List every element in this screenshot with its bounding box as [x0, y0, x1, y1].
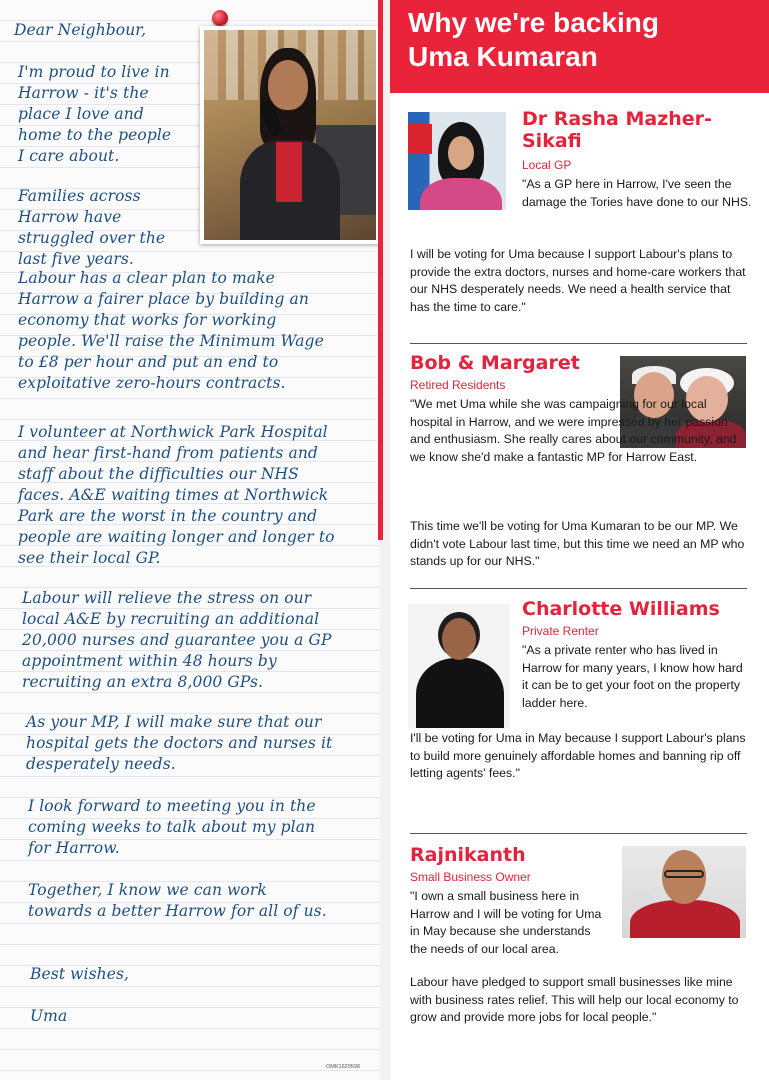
person-body-charlotte: I'll be voting for Uma in May because I support Labour's plans to build more genuinely affordable homes and banning rip off letting agents' fees." [410, 731, 746, 780]
person-name-rajnikanth: Rajnikanth [410, 844, 526, 866]
person-name-rasha: Dr Rasha Mazher- Sikafi [522, 108, 712, 152]
person-name-charlotte: Charlotte Williams [522, 598, 720, 620]
letter-paragraph-5: As your MP, I will make sure that our hospital gets the doctors and nurses it desperately needs. [26, 713, 333, 773]
letter-paragraph-6: I look forward to meeting you in the coming weeks to talk about my plan for Harrow. [28, 797, 316, 857]
letter-paragraph-2a: Families across Harrow have struggled over the last five years. [18, 187, 166, 268]
person-role-rasha: Local GP [522, 158, 572, 172]
person-role-bob-margaret: Retired Residents [410, 378, 506, 392]
letter-paragraph-7: Together, I know we can work towards a better Harrow for all of us. [28, 881, 327, 920]
section-divider [410, 588, 747, 589]
letter-signature: Uma [30, 1007, 68, 1025]
avatar-rasha [408, 112, 506, 210]
panel-title: Why we're backing Uma Kumaran [408, 7, 659, 72]
person-quote-rasha: "As a GP here in Harrow, I've seen the damage the Tories have done to our NHS. [522, 177, 752, 209]
person-quote-bob-margaret: "We met Uma while she was campaigning for our local hospital in Harrow, and we were impressed by her passion and enthusiasm. She really cares about our community, and we know she'd make a fantastic MP for Harrow East. [410, 397, 737, 464]
avatar-rajnikanth [622, 846, 746, 938]
person-body-rasha: I will be voting for Uma because I support Labour's plans to provide the extra doctors, nurses and home-care workers that our NHS desperately needs. We need a health service that has the time to care." [410, 247, 746, 314]
letter-greeting: Dear Neighbour, [14, 21, 147, 39]
letter-paragraph-3: I volunteer at Northwick Park Hospital and hear first-hand from patients and staff about the difficulties our NHS faces. A&E waiting times at Northwick Park are the worst in the country and people are waiting longer and longer to see their local GP. [18, 423, 335, 567]
testimonials-panel [390, 0, 769, 1080]
person-role-charlotte: Private Renter [522, 624, 599, 638]
section-divider [410, 833, 747, 834]
person-name-bob-margaret: Bob & Margaret [410, 352, 580, 374]
letter-paragraph-2b: Labour has a clear plan to make Harrow a fairer place by building an economy that works for working people. We'll raise the Minimum Wage to £8 per hour and put an end to exploitative zero-hours contracts. [18, 269, 324, 392]
letter-signoff: Best wishes, [30, 965, 130, 983]
letter-paragraph-4: Labour will relieve the stress on our local A&E by recruiting an additional 20,000 nurses and guarantee you a GP appointment within 48 hours by recruiting an extra 8,000 GPs. [22, 589, 332, 691]
red-divider [378, 0, 383, 540]
avatar-charlotte [408, 604, 510, 728]
handwritten-letter [0, 0, 380, 1080]
letter-paragraph-1: I'm proud to live in Harrow - it's the place I love and home to the people I care about. [18, 63, 172, 165]
person-quote-rajnikanth: "I own a small business here in Harrow and I will be voting for Uma in May because she understands the needs of our local area. [410, 889, 602, 956]
person-role-rajnikanth: Small Business Owner [410, 870, 531, 884]
section-divider [410, 343, 747, 344]
person-body-rajnikanth: Labour have pledged to support small businesses like mine with business rates relief. This will help our local economy to grow and provide more jobs for local people." [410, 975, 739, 1024]
print-code: OMK1629598 [326, 1064, 360, 1070]
panel-header [390, 0, 769, 93]
red-pushpin-icon [212, 10, 228, 26]
candidate-photo [200, 26, 380, 244]
person-body-bob-margaret: This time we'll be voting for Uma Kumaran to be our MP. We didn't vote Labour last time, but this time we need an MP who stands up for our NHS." [410, 519, 745, 568]
person-quote-charlotte: "As a private renter who has lived in Harrow for many years, I know how hard it can be to get your foot on the property ladder here. [522, 643, 743, 710]
